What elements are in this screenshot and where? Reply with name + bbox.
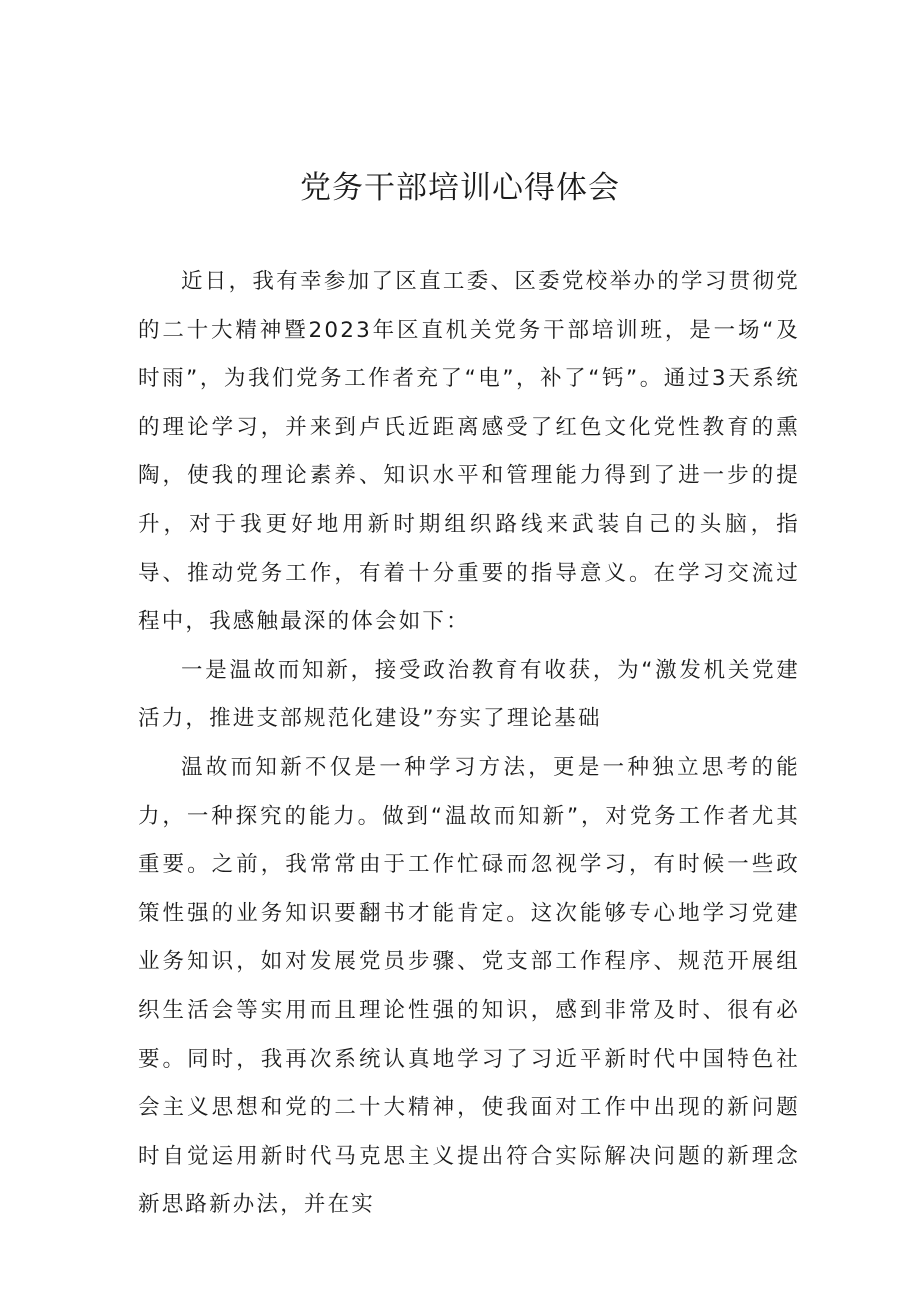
paragraph-intro: 近日，我有幸参加了区直工委、区委党校举办的学习贯彻党的二十大精神暨2023年区直机关党务干部培训班，是一场“及时雨”，为我们党务工作者充了“电”，补了“钙”。通过3天系统的理论学习，并来到卢氏近距离感受了红色文化党性教育的熏陶，使我的理论素养、知识水平和管理能力得到了进一步的提升，对于我更好地用新时期组织路线来武装自己的头脑，指导、推动党务工作，有着十分重要的指导意义。在学习交流过程中，我感触最深的体会如下： <box>138 269 800 635</box>
document-body <box>138 258 800 1230</box>
paragraph-body-1: 温故而知新不仅是一种学习方法，更是一种独立思考的能力，一种探究的能力。做到“温故而知新”，对党务工作者尤其重要。之前，我常常由于工作忙碌而忽视学习，有时候一些政策性强的业务知识要翻书才能肯定。这次能够专心地学习党建业务知识，如对发展党员步骤、党支部工作程序、规范开展组织生活会等实用而且理论性强的知识，感到非常及时、很有必要。同时，我再次系统认真地学习了习近平新时代中国特色社会主义思想和党的二十大精神，使我面对工作中出现的新问题时自觉运用新时代马克思主义提出符合实际解决问题的新理念新思路新办法，并在实 <box>138 754 800 1218</box>
document-title: 党务干部培训心得体会 <box>300 170 620 206</box>
paragraph-heading-1: 一是温故而知新，接受政治教育有收获，为“激发机关党建活力，推进支部规范化建设”夯实了理论基础 <box>138 657 800 732</box>
